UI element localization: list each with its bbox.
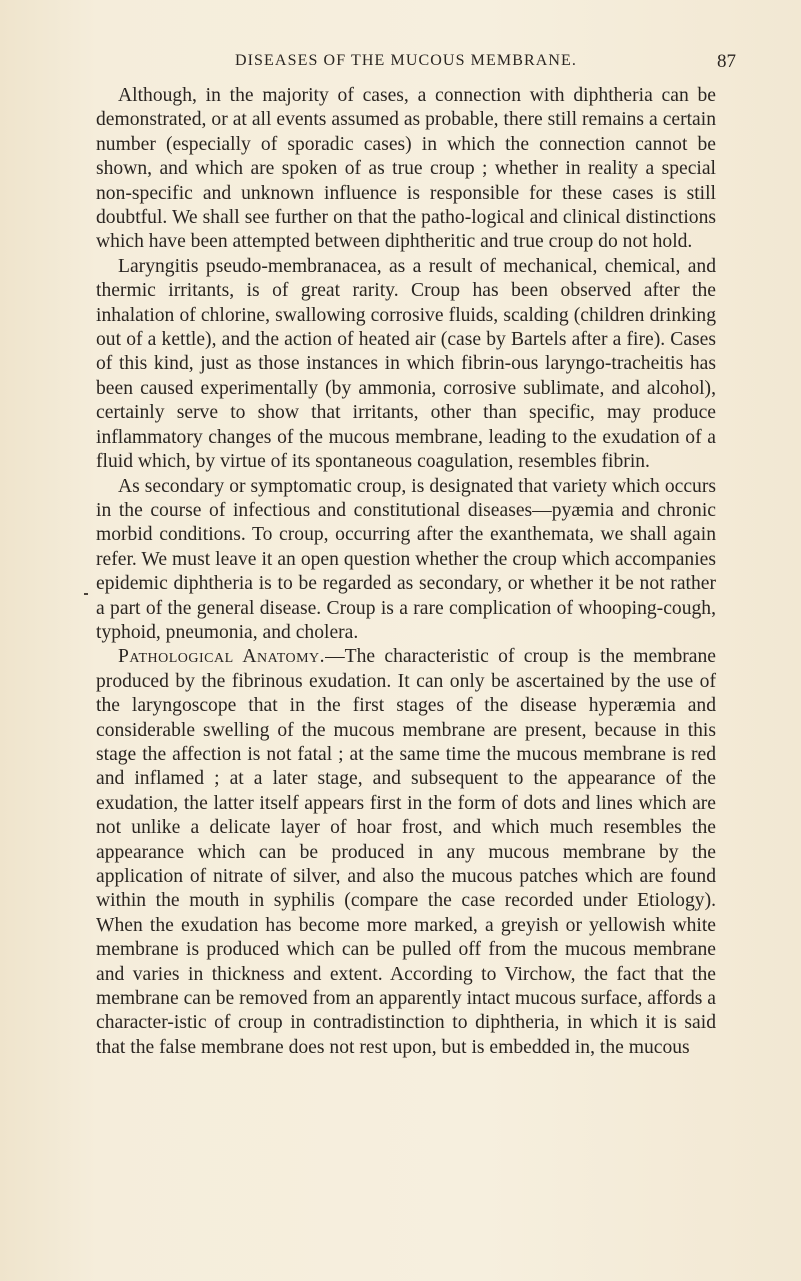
running-title: DISEASES OF THE MUCOUS MEMBRANE. [234, 52, 578, 69]
paragraph-secondary-croup: As secondary or symptomatic croup, is designated that variety which occurs in the course of infectious and constitutional diseases—pyæmia and chronic morbid conditions. To croup, occurring after the exanthemata, we shall again refer. We must leave it an open question whether the croup which accompanies epidemic diphtheria is to be regarded as secondary, or whether it be not rather a part of the general disease. Croup is a rare complication of whooping-cough, typhoid, pneumonia, and cholera. [96, 475, 716, 643]
running-head [96, 51, 736, 76]
body-text [96, 84, 716, 1060]
paragraph-pseudo-membranacea: Laryngitis pseudo-membranacea, as a result of mechanical, chemical, and thermic irritants, is of great rarity. Croup has been observed after the inhalation of chlorine, swallowing corrosive fluids, scalding (children drinking out of a kettle), and the action of heated air (case by Bartels after a fire). Cases of this kind, just as those instances in which fibrin-ous laryngo-tracheitis has been caused experimentally (by ammonia, corrosive sublimate, and alcohol), certainly serve to show that irritants, other than specific, may produce inflammatory changes of the mucous membrane, leading to the exudation of a fluid which, by virtue of its spontaneous coagulation, resembles fibrin. [96, 255, 716, 473]
paragraph-pathological-anatomy [96, 645, 716, 1060]
section-heading: Pathological Anatomy. [118, 646, 326, 668]
margin-mark [84, 593, 88, 595]
page-number: 87 [717, 51, 736, 72]
paragraph-pathological-anatomy-text: —The characteristic of croup is the membrane produced by the fibrinous exudation. It can only be ascertained by the use of the laryngoscope that in the first stages of the disease hyperæmia and considerable swelling of the mucous membrane are present, because in this stage the affection is not fatal ; at the same time the mucous membrane is red and inflamed ; at a later stage, and subsequent to the appearance of the exudation, the latter itself appears first in the form of dots and lines which are not unlike a delicate layer of hoar frost, and which much resembles the appearance which can be produced in any mucous membrane by the application of nitrate of silver, and also the mucous patches which are found within the mouth in syphilis (compare the case recorded under Etiology). When the exudation has become more marked, a greyish or yellowish white membrane is produced which can be pulled off from the mucous membrane and varies in thickness and extent. According to Virchow, the fact that the membrane can be removed from an apparently intact mucous surface, affords a character-istic of croup in contradistinction to diphtheria, in which it is said that the false membrane does not rest upon, but is embedded in, the mucous [96, 646, 716, 1058]
paragraph-diphtheria-connection: Although, in the majority of cases, a connection with diphtheria can be demonstrated, or at all events assumed as probable, there still remains a certain number (especially of sporadic cases) in which the connection cannot be shown, and which are spoken of as true croup ; whether in reality a special non-specific and unknown influence is responsible for these cases is still doubtful. We shall see further on that the patho-logical and clinical distinctions which have been attempted between diphtheritic and true croup do not hold. [96, 85, 716, 253]
